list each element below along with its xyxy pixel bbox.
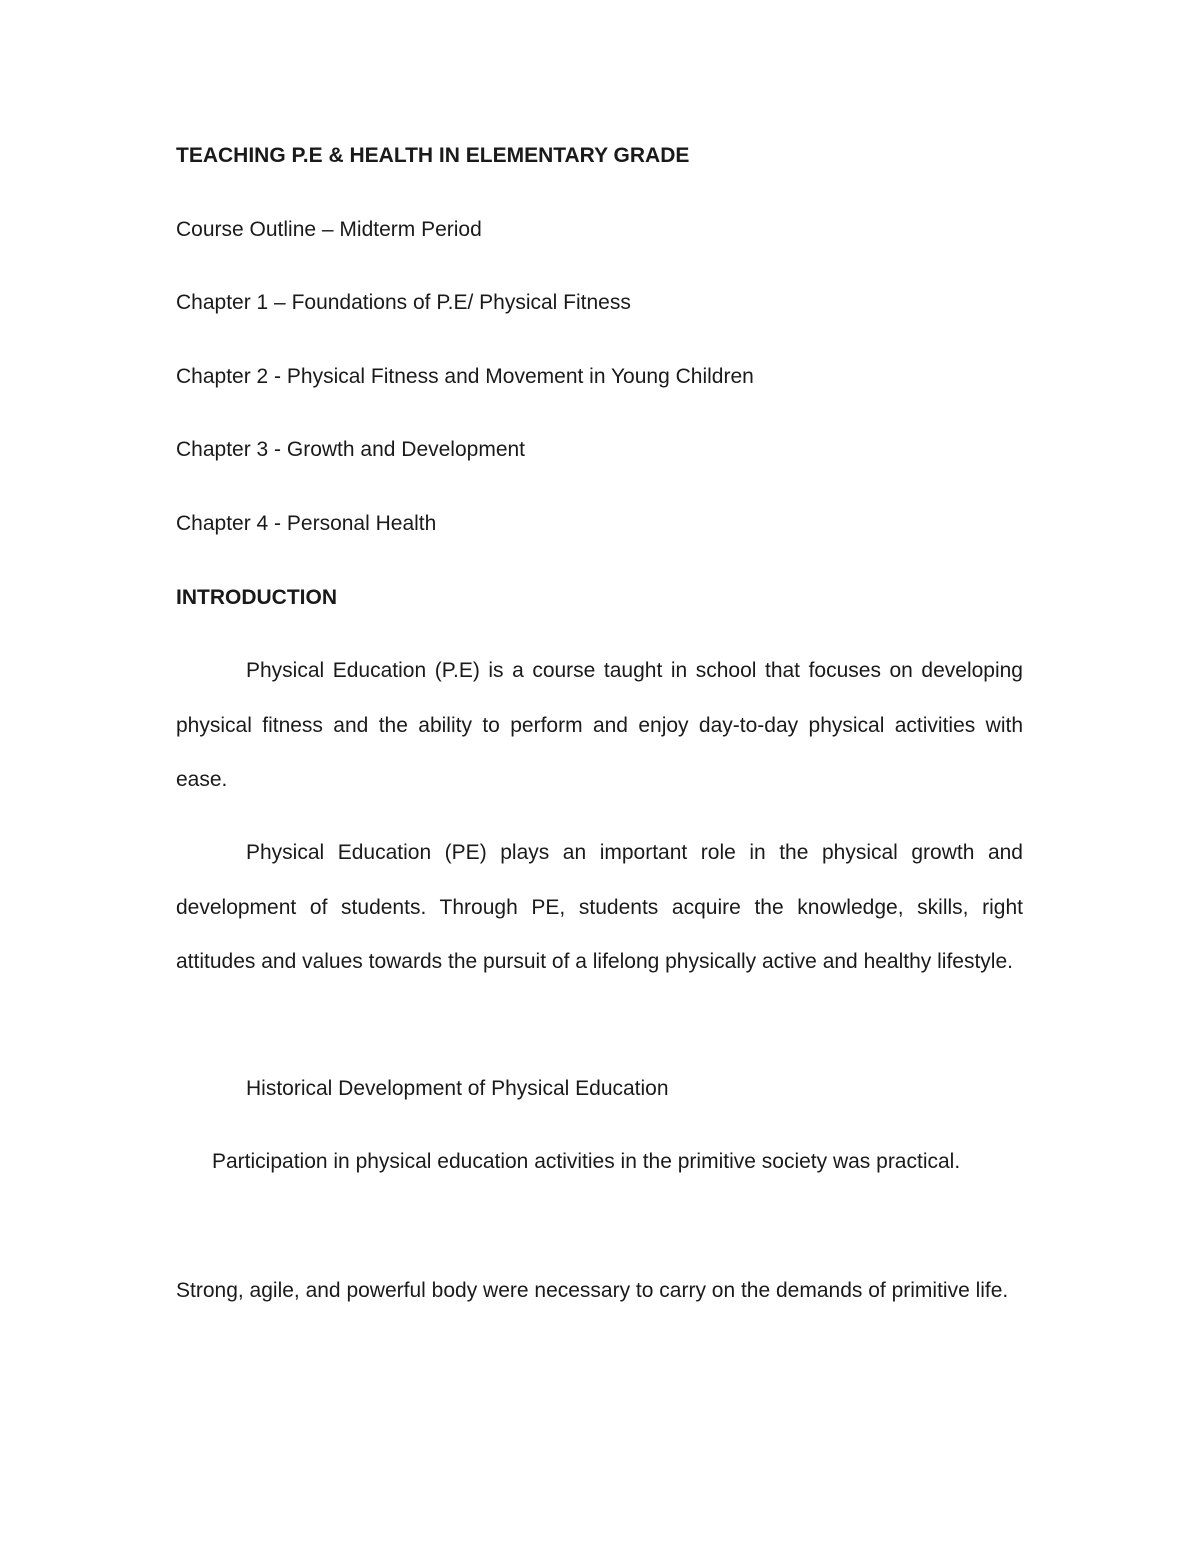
chapter-2: Chapter 2 - Physical Fitness and Movement in Young Children (176, 365, 754, 388)
introduction-heading: INTRODUCTION (176, 586, 337, 609)
intro-paragraph-2: Physical Education (PE) plays an important role in the physical growth and development of students. Through PE, students acquire the knowledge, skills, right attitudes and values towards the pursuit of a lifelong physically active and healthy lifestyle. (176, 841, 1023, 973)
course-outline-heading: Course Outline – Midterm Period (176, 218, 482, 241)
chapter-3: Chapter 3 - Growth and Development (176, 438, 526, 461)
chapter-4: Chapter 4 - Personal Health (176, 512, 437, 535)
document-title: TEACHING P.E & HEALTH IN ELEMENTARY GRADE (176, 144, 690, 167)
intro-paragraph-4: Strong, agile, and powerful body were necessary to carry on the demands of primitive life. (176, 1279, 1009, 1302)
chapter-1: Chapter 1 – Foundations of P.E/ Physical Fitness (176, 291, 631, 314)
historical-development-subheading: Historical Development of Physical Education (246, 1077, 669, 1100)
intro-paragraph-3: Participation in physical education activities in the primitive society was practical. (212, 1150, 961, 1173)
intro-paragraph-1: Physical Education (P.E) is a course taught in school that focuses on developing physical fitness and the ability to perform and enjoy day-to-day physical activities with ease. (176, 659, 1023, 791)
